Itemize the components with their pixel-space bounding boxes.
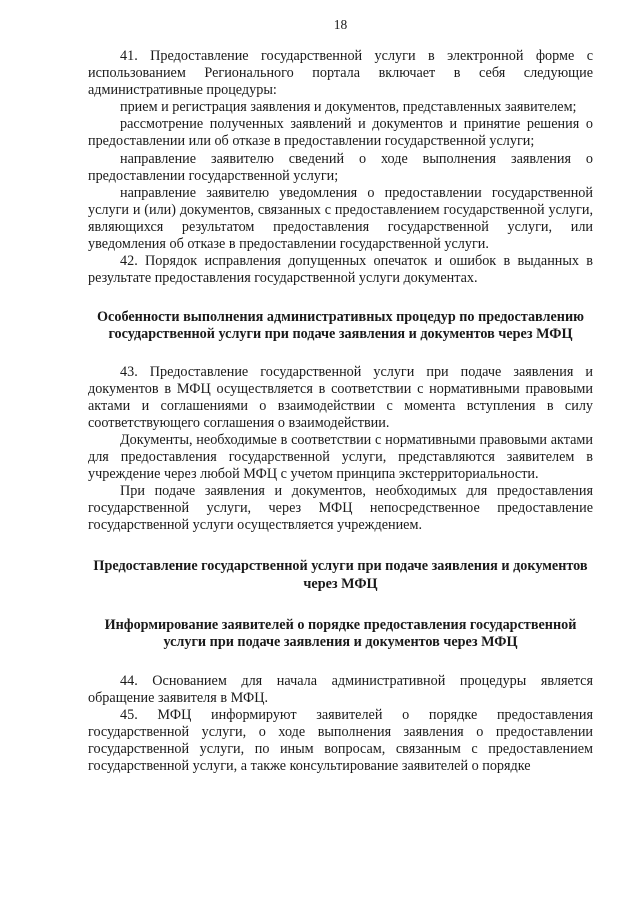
paragraph-42: 42. Порядок исправления допущенных опечаток и ошибок в выданных в результате предоставления государственной услуги документах. <box>88 253 593 287</box>
paragraph-45: 45. МФЦ информируют заявителей о порядке предоставления государственной услуги, о ходе выполнения заявления о предоставлении государственной услуги, по иным вопросам, связанным с предоставлением государственной услуги, а также консультирование заявителей о порядке <box>88 707 593 775</box>
paragraph-43: 43. Предоставление государственной услуги при подаче заявления и документов в МФЦ осуществляется в соответствии с нормативными правовыми актами и соглашениями о взаимодействии с момента вступления в силу соответствующего соглашения о взаимодействии. <box>88 363 593 431</box>
page-number: 18 <box>333 17 348 32</box>
paragraph-43-documents: Документы, необходимые в соответствии с нормативными правовыми актами для предоставления государственной услуги, представляются заявителем в учреждение через любой МФЦ с учетом принципа экстерриториальности. <box>88 431 593 483</box>
paragraph-41-item-c: направление заявителю сведений о ходе выполнения заявления о предоставлении государственной услуги; <box>88 150 593 184</box>
paragraph-41-intro: 41. Предоставление государственной услуги в электронной форме с использованием Регионального портала включает в себя следующие административные процедуры: <box>88 48 593 99</box>
paragraph-44: 44. Основанием для начала административной процедуры является обращение заявителя в МФЦ. <box>88 672 593 706</box>
section-heading-mfc-features: Особенности выполнения административных процедур по предоставлению государственной услуги при подаче заявления и документов через МФЦ <box>97 309 584 343</box>
paragraph-41-item-a: прием и регистрация заявления и документов, представленных заявителем; <box>120 99 577 116</box>
paragraph-41-item-b: рассмотрение полученных заявлений и документов и принятие решения о предоставлении или об отказе в предоставлении государственной услуги; <box>88 116 593 150</box>
document-page <box>88 0 593 902</box>
paragraph-43-submission: При подаче заявления и документов, необходимых для предоставления государственной услуги, через МФЦ непосредственное предоставление государственной услуги осуществляется учреждением. <box>88 483 593 534</box>
document-body <box>88 48 593 775</box>
section-heading-informing: Информирование заявителей о порядке предоставления государственной услуги при подаче заявления и документов через МФЦ <box>104 616 577 650</box>
section-heading-mfc-provision: Предоставление государственной услуги при подаче заявления и документов через МФЦ <box>93 558 588 592</box>
paragraph-41-item-d: направление заявителю уведомления о предоставлении государственной услуги и (или) документов, связанных с предоставлением государственной услуги, являющихся результатом предоставления государственной услуги, или уведомления об отказе в предоставлении государственной услуги. <box>88 184 593 253</box>
